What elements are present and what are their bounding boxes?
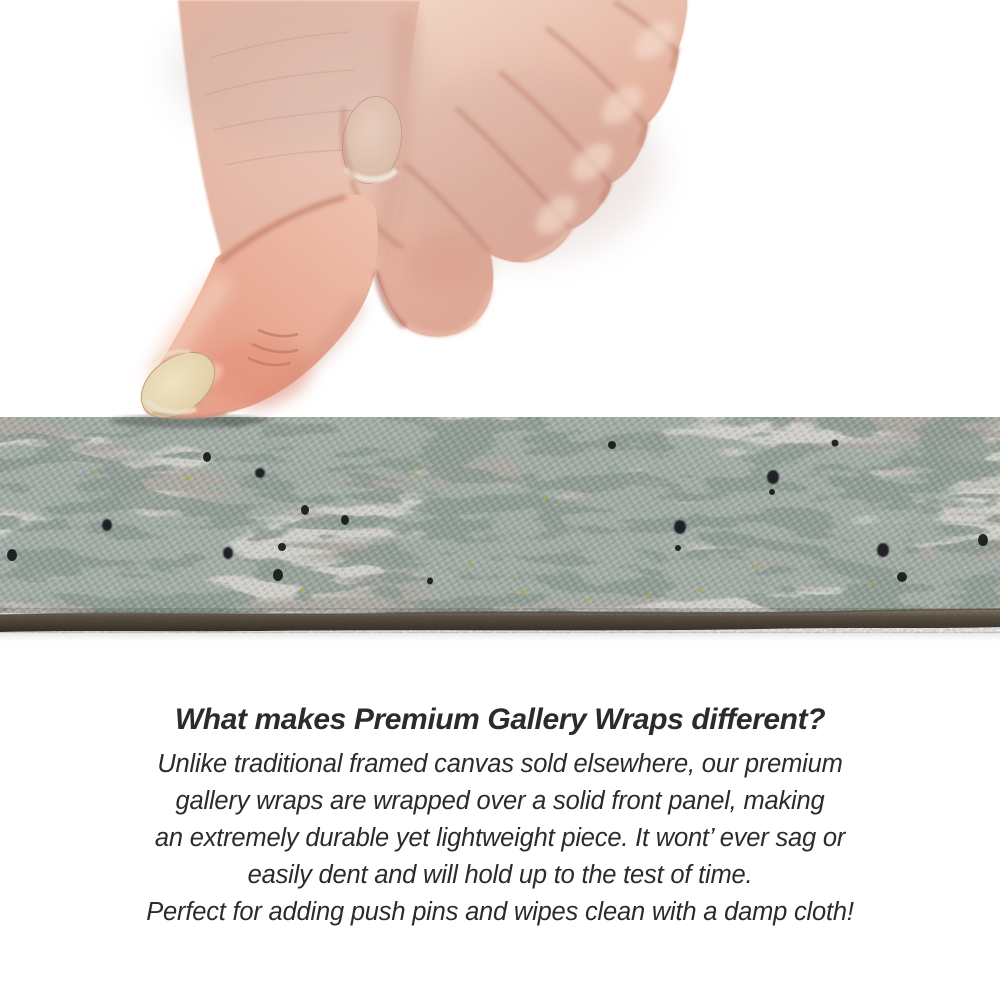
caption-line-2: gallery wraps are wrapped over a solid front panel, making	[175, 787, 825, 815]
thumb	[129, 194, 405, 431]
panel-edge	[0, 608, 1000, 633]
caption-line-3: an extremely durable yet lightweight piece. It wont’ ever sag or	[154, 824, 846, 852]
canvas-texture	[0, 417, 1000, 613]
canvas-edge-photo	[0, 414, 1000, 649]
caption	[0, 700, 1000, 931]
strip-shadow	[0, 632, 1000, 644]
hand-photo	[0, 0, 1000, 432]
index-curl-shadow	[406, 232, 490, 292]
caption-line-5: Perfect for adding push pins and wipes clean with a damp cloth!	[146, 898, 854, 926]
caption-heading: What makes Premium Gallery Wraps different?	[174, 703, 826, 736]
fist	[129, 0, 687, 431]
caption-line-1: Unlike traditional framed canvas sold elsewhere, our premium	[157, 750, 843, 778]
caption-line-4: easily dent and will hold up to the test of time.	[247, 861, 753, 889]
canvas-edge-svg	[0, 414, 1000, 649]
